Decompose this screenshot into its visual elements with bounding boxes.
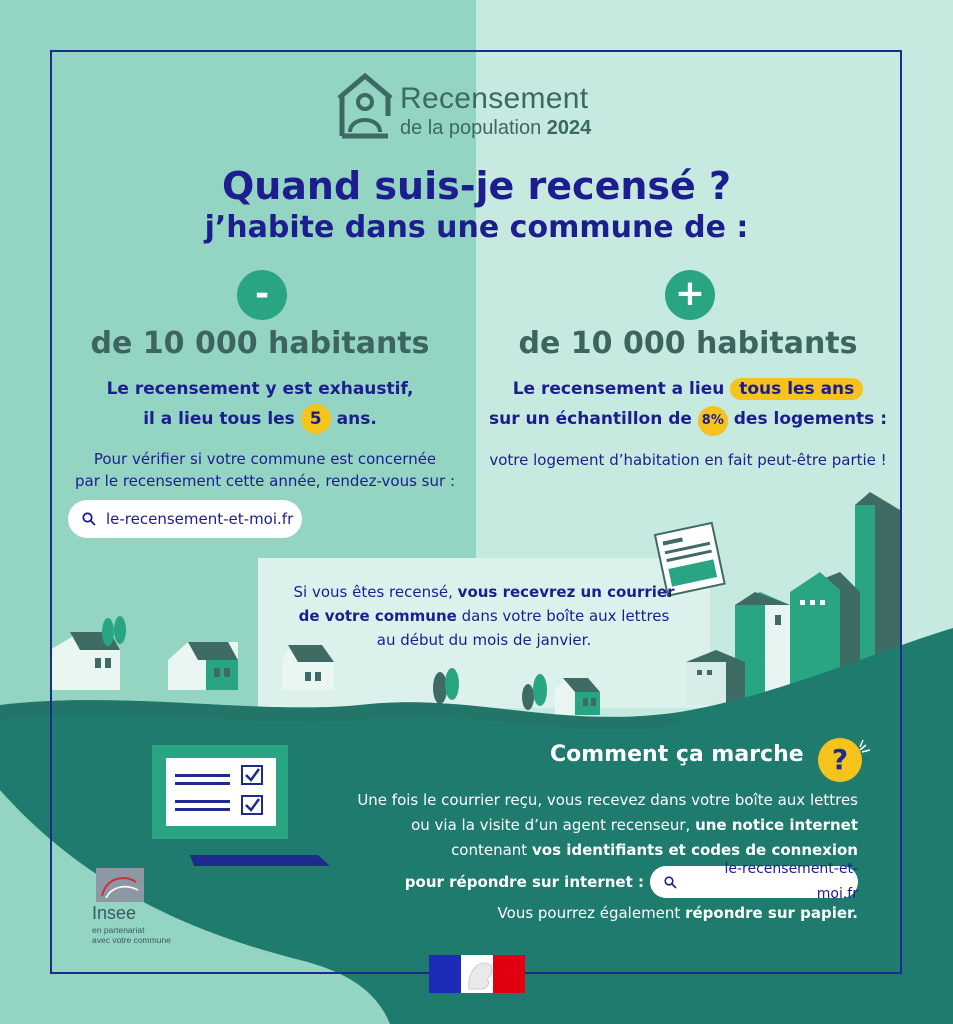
- left-habitants: de 10 000 habitants: [90, 326, 430, 361]
- logo-subtitle: de la population 2024: [400, 117, 592, 139]
- courrier-text: Si vous êtes recensé, vous recevrez un courrier de votre commune dans votre boîte aux lettres au début du mois de janvier.: [293, 583, 675, 649]
- search-icon: [82, 512, 96, 526]
- years-badge: 5: [301, 404, 331, 434]
- logo-title: Recensement: [400, 82, 589, 115]
- minus-icon: -: [237, 270, 287, 320]
- right-note: votre logement d’habitation en fait peut-être partie !: [489, 451, 887, 469]
- left-search-link[interactable]: le-recensement-et-moi.fr: [68, 500, 302, 538]
- percent-badge: 8%: [698, 406, 728, 436]
- left-lead: Le recensement y est exhaustif, il a lieu tous les 5 ans.: [60, 374, 460, 434]
- page-subtitle: j’habite dans une commune de :: [204, 210, 749, 245]
- right-search-link[interactable]: le-recensement-et-moi.fr: [650, 866, 858, 898]
- republique-flag-icon: [429, 955, 525, 993]
- insee-partner: en partenariat avec votre commune: [92, 925, 171, 945]
- insee-name: Insee: [92, 903, 137, 923]
- page-title: Quand suis-je recensé ?: [221, 164, 732, 208]
- question-icon: ?: [818, 738, 862, 782]
- plus-icon: +: [665, 270, 715, 320]
- right-habitants: de 10 000 habitants: [518, 326, 858, 361]
- insee-logo-icon: [96, 868, 144, 902]
- frequency-highlight: tous les ans: [730, 378, 863, 400]
- comment-title: Comment ça marche: [550, 742, 804, 767]
- left-note: Pour vérifier si votre commune est concernée par le recensement cette année, rendez-vous sur :: [75, 450, 455, 490]
- sparkle-icon: [858, 738, 874, 754]
- search-icon: [664, 876, 677, 889]
- right-lead: Le recensement a lieu tous les ans sur un échantillon de 8% des logements :: [478, 374, 898, 436]
- how-it-works-text: Une fois le courrier reçu, vous recevez dans votre boîte aux lettres ou via la visite d’un agent recenseur, une notice internet contenant vos identifiants et codes de connexion pour répondre sur internet : le-recensement-et-moi.fr Vous pourrez également répondre sur papier.: [357, 791, 858, 922]
- house-person-icon: [336, 72, 394, 140]
